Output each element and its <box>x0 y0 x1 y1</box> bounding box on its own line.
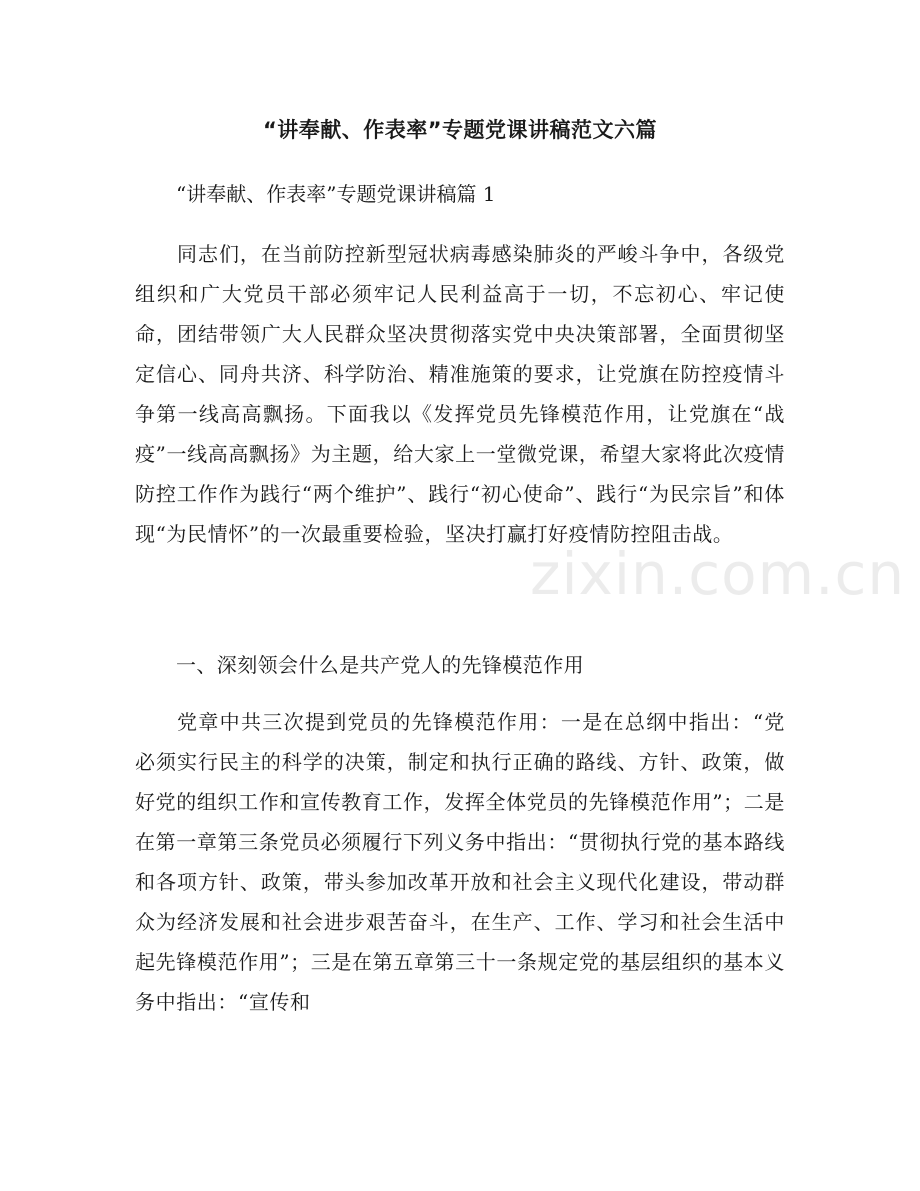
document-title: “讲奉献、作表率”专题党课讲稿范文六篇 <box>262 118 658 142</box>
document-subtitle: “讲奉献、作表率”专题党课讲稿篇 1 <box>176 182 496 206</box>
paragraph-section-1: 党章中共三次提到党员的先锋模范作用：一是在总纲中指出：“党必须实行民主的科学的决策，制定和执行正确的路线、方针、政策，做好党的组织工作和宣传教育工作，发挥全体党员的先锋模范作用”；二是在第一章第三条党员必须履行下列义务中指出：“贯彻执行党的基本路线和各项方针、政策，带头参加改革开放和社会主义现代化建设，带动群众为经济发展和社会进步艰苦奋斗，在生产、工作、学习和社会生活中起先锋模范作用”；三是在第五章第三十一条规定党的基层组织的基本义务中指出：“宣传和 <box>135 710 785 1014</box>
watermark: zixin.com.cn <box>530 540 906 608</box>
section-heading-1: 一、深刻领会什么是共产党人的先锋模范作用 <box>176 653 584 677</box>
paragraph-intro: 同志们，在当前防控新型冠状病毒感染肺炎的严峻斗争中，各级党组织和广大党员干部必须牢记人民利益高于一切，不忘初心、牢记使命，团结带领广大人民群众坚决贯彻落实党中央决策部署，全面贯彻坚定信心、同舟共济、科学防治、精准施策的要求，让党旗在防控疫情斗争第一线高高飘扬。下面我以《发挥党员先锋模范作用，让党旗在“战疫”一线高高飘扬》为主题，给大家上一堂微党课，希望大家将此次疫情防控工作作为践行“两个维护”、践行“初心使命”、践行“为民宗旨”和体现“为民情怀”的一次最重要检验，坚决打赢打好疫情防控阻击战。 <box>135 242 785 546</box>
